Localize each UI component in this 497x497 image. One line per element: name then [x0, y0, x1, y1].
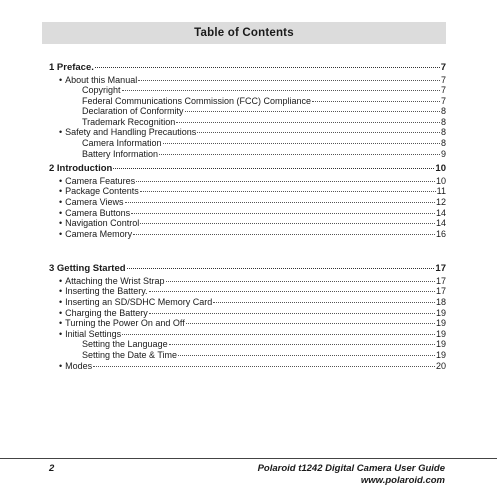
dot-leader: [122, 329, 435, 335]
dot-leader: [93, 361, 435, 367]
entry-title: [59, 208, 130, 219]
entry-page-number: 19: [435, 318, 446, 329]
bullet-icon: •: [59, 74, 63, 85]
entry-page-number: 17: [435, 275, 446, 286]
dot-leader: [113, 163, 434, 169]
bullet-icon: •: [59, 297, 63, 307]
entry-label: Battery Information: [82, 148, 159, 159]
entry-title: [59, 218, 139, 229]
chapter-title: 3 Getting Started: [49, 263, 126, 275]
entry-page-number: 9: [440, 148, 446, 159]
bullet-icon: •: [59, 175, 63, 186]
dot-leader: [125, 197, 435, 203]
entry-label: Declaration of Conformity: [82, 106, 184, 117]
entry-title: [59, 276, 165, 287]
dot-leader: [138, 75, 440, 81]
toc-subsection-entry[interactable]: [49, 117, 446, 128]
entry-label: Copyright: [82, 85, 121, 96]
footer-page-number: 2: [49, 463, 55, 474]
entry-label: Package Contents: [65, 186, 139, 197]
entry-title: [82, 85, 121, 96]
toc-section-entry[interactable]: [49, 218, 446, 229]
toc-section-entry[interactable]: [49, 308, 446, 319]
toc-subsection-entry[interactable]: [49, 350, 446, 361]
entry-page-number: 19: [435, 349, 446, 360]
chapter-page-number: 7: [440, 62, 446, 73]
toc-section-entry[interactable]: [49, 176, 446, 187]
entry-title: [59, 318, 185, 329]
entry-label: Charging the Battery: [65, 307, 148, 318]
toc-section-entry[interactable]: [49, 276, 446, 287]
entry-title: [59, 229, 132, 240]
dot-leader: [176, 117, 440, 123]
dot-leader: [131, 208, 435, 214]
toc-chapter-entry[interactable]: [49, 62, 446, 75]
dot-leader: [312, 96, 440, 102]
entry-label: Initial Settings: [65, 328, 122, 339]
section-spacer: [49, 239, 446, 263]
entry-label: Navigation Control: [65, 218, 140, 229]
entry-page-number: 7: [440, 74, 446, 85]
toc-header-bar: [42, 22, 446, 44]
entry-page-number: 8: [440, 127, 446, 138]
entry-page-number: 16: [435, 228, 446, 239]
bullet-icon: •: [59, 275, 63, 286]
bullet-icon: •: [59, 196, 63, 207]
toc-section-entry[interactable]: [49, 361, 446, 372]
entry-page-number: 14: [435, 218, 446, 229]
chapter-title: 1 Preface.: [49, 62, 94, 73]
dot-leader: [159, 149, 440, 155]
bullet-icon: •: [59, 286, 63, 297]
entry-title: [82, 106, 184, 117]
entry-label: Inserting an SD/SDHC Memory Card: [65, 297, 213, 307]
bullet-icon: •: [59, 218, 63, 229]
dot-leader: [140, 218, 435, 224]
entry-title: [82, 117, 175, 128]
entry-label: Federal Communications Commission (FCC) Compliance: [82, 95, 312, 106]
entry-page-number: 12: [435, 196, 446, 207]
entry-label: Camera Buttons: [65, 207, 131, 218]
entry-title: [59, 197, 124, 208]
entry-title: [59, 127, 196, 138]
dot-leader: [127, 263, 435, 269]
bullet-icon: •: [59, 207, 63, 218]
dot-leader: [149, 286, 435, 292]
entry-title: [82, 96, 311, 107]
entry-title: [59, 308, 148, 319]
chapter-page-number: 17: [435, 263, 446, 275]
entry-label: Setting the Language: [82, 339, 168, 350]
footer-website: www.polaroid.com: [360, 475, 445, 486]
entry-page-number: 20: [435, 360, 446, 371]
table-of-contents: [49, 62, 446, 371]
dot-leader: [163, 138, 440, 144]
bullet-icon: •: [59, 186, 63, 197]
dot-leader: [140, 186, 436, 192]
bullet-icon: •: [59, 360, 63, 371]
entry-page-number: 8: [440, 138, 446, 149]
toc-subsection-entry[interactable]: [49, 96, 446, 107]
entry-title: [59, 361, 92, 372]
entry-page-number: 17: [435, 286, 446, 297]
entry-label: Camera Features: [65, 175, 136, 186]
entry-label: Attaching the Wrist Strap: [65, 275, 165, 286]
entry-page-number: 18: [435, 297, 446, 307]
entry-label: Safety and Handling Precautions: [65, 127, 197, 138]
entry-title: [82, 149, 158, 160]
dot-leader: [149, 308, 435, 314]
toc-section-entry[interactable]: [49, 329, 446, 340]
entry-title: [59, 75, 137, 86]
chapter-title: 2 Introduction: [49, 163, 113, 175]
entry-page-number: 19: [435, 339, 446, 350]
dot-leader: [133, 229, 435, 235]
dot-leader: [185, 106, 440, 112]
toc-section-entry[interactable]: [49, 229, 446, 240]
entry-page-number: 19: [435, 307, 446, 318]
toc-section-entry[interactable]: [49, 186, 446, 197]
toc-section-entry[interactable]: [49, 197, 446, 208]
toc-section-entry[interactable]: [49, 127, 446, 138]
entry-title: [82, 339, 168, 350]
dot-leader: [122, 85, 440, 91]
entry-label: Camera Memory: [65, 228, 133, 239]
toc-chapter-entry[interactable]: [49, 163, 446, 176]
entry-title: [59, 176, 135, 187]
bullet-icon: •: [59, 307, 63, 318]
entry-page-number: 8: [440, 106, 446, 117]
toc-section-entry[interactable]: [49, 286, 446, 297]
entry-title: [59, 186, 139, 197]
dot-leader: [178, 350, 435, 356]
entry-label: About this Manual: [65, 74, 138, 85]
entry-label: Turning the Power On and Off: [65, 318, 185, 329]
toc-section-entry[interactable]: [49, 208, 446, 219]
toc-section-entry[interactable]: [49, 318, 446, 329]
entry-page-number: 8: [440, 116, 446, 127]
toc-subsection-entry[interactable]: [49, 339, 446, 350]
footer-info: [258, 463, 445, 487]
dot-leader: [197, 127, 440, 133]
entry-title: [82, 350, 177, 361]
bullet-icon: •: [59, 328, 63, 339]
dot-leader: [136, 176, 435, 182]
dot-leader: [186, 318, 435, 324]
dot-leader: [169, 339, 435, 345]
bullet-icon: •: [59, 127, 63, 138]
entry-page-number: 14: [435, 207, 446, 218]
footer-divider: [0, 458, 497, 459]
entry-page-number: 11: [436, 186, 446, 197]
toc-subsection-entry[interactable]: [49, 85, 446, 96]
entry-label: Camera Views: [65, 196, 124, 207]
toc-subsection-entry[interactable]: [49, 106, 446, 117]
bullet-icon: •: [59, 318, 63, 329]
entry-label: Modes: [65, 360, 93, 371]
entry-title: [59, 297, 212, 308]
entry-page-number: 7: [440, 95, 446, 106]
dot-leader: [95, 62, 440, 68]
entry-page-number: 19: [435, 328, 446, 339]
toc-chapter-entry[interactable]: [49, 263, 446, 276]
entry-title: [82, 138, 162, 149]
toc-subsection-entry[interactable]: [49, 149, 446, 160]
footer-guide-title: Polaroid t1242 Digital Camera User Guide: [257, 463, 445, 474]
entry-page-number: 10: [435, 175, 446, 186]
entry-title: [59, 329, 121, 340]
chapter-page-number: 10: [435, 163, 446, 175]
entry-title: [59, 286, 148, 297]
dot-leader: [213, 297, 435, 303]
toc-section-entry[interactable]: [49, 75, 446, 86]
entry-label: Inserting the Battery.: [65, 286, 148, 297]
entry-label: Trademark Recognition: [82, 116, 176, 127]
dot-leader: [166, 276, 435, 282]
bullet-icon: •: [59, 228, 63, 239]
page-title: Table of Contents: [194, 27, 294, 39]
entry-page-number: 7: [440, 85, 446, 96]
entry-label: Camera Information: [82, 138, 162, 149]
entry-label: Setting the Date & Time: [82, 349, 178, 360]
toc-section-entry[interactable]: [49, 297, 446, 308]
toc-subsection-entry[interactable]: [49, 138, 446, 149]
